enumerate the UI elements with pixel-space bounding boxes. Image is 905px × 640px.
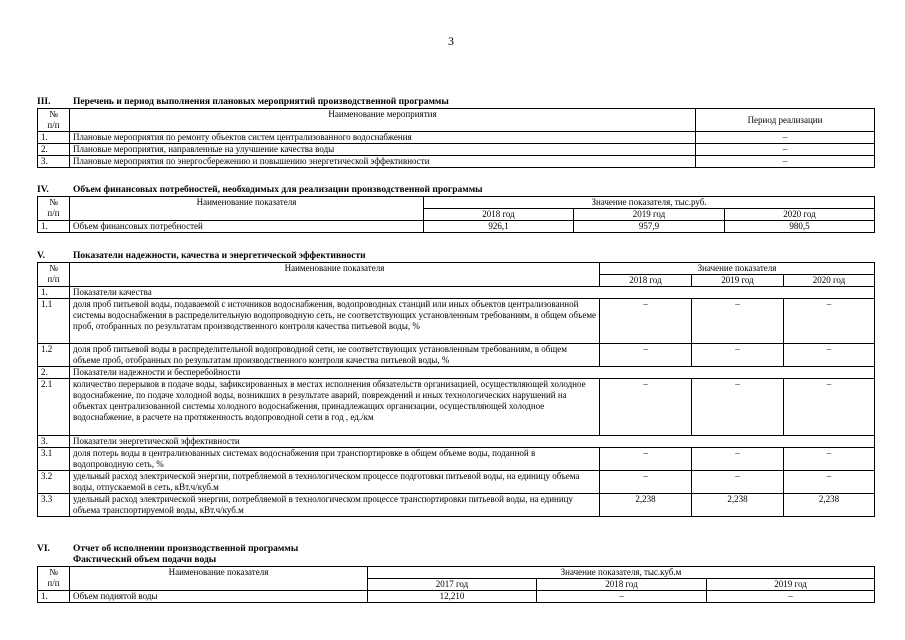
group-name: Показатели качества: [70, 287, 875, 299]
page-number: 3: [448, 34, 454, 48]
row-value: 2,238: [692, 494, 784, 517]
header-year: 2018 год: [424, 209, 574, 221]
section-number: V.: [37, 251, 46, 261]
section-heading: Отчет об исполнении производственной программы: [73, 544, 299, 554]
section-heading: Объем финансовых потребностей, необходимых для реализации производственной программы: [73, 185, 483, 195]
row-value: –: [784, 471, 875, 494]
row-value: –: [784, 299, 875, 344]
row-number: 3.: [38, 156, 70, 168]
row-name: удельный расход электрической энергии, потребляемой в технологическом процессе транспортировки питьевой воды, на единицу объема транспортируемой воды, кВт.ч/куб.м: [70, 494, 600, 517]
row-name: Плановые мероприятия по ремонту объектов систем централизованного водоснабжения: [70, 132, 696, 144]
section-v-title: [37, 250, 875, 262]
row-name: Плановые мероприятия, направленные на улучшение качества воды: [70, 144, 696, 156]
row-value: –: [692, 379, 784, 436]
header-year: 2017 год: [368, 579, 537, 591]
row-value: 980,5: [725, 221, 875, 233]
row-name: Объем финансовых потребностей: [70, 221, 424, 233]
row-value: 926,1: [424, 221, 574, 233]
table-row: [38, 144, 875, 156]
table-row: [38, 494, 875, 517]
table-row: [38, 471, 875, 494]
section-v: [37, 250, 875, 517]
table-header-row: [38, 263, 875, 275]
section-number: IV.: [37, 185, 49, 195]
table-row: [38, 299, 875, 344]
section-number: III.: [37, 97, 51, 107]
row-value: 2,238: [784, 494, 875, 517]
row-name: Объем поднятой воды: [70, 591, 368, 603]
row-number: 3.3: [38, 494, 70, 517]
row-number: 1.: [38, 287, 70, 299]
header-year: 2019 год: [574, 209, 725, 221]
row-period: –: [696, 144, 875, 156]
header-name: Наименование показателя: [70, 197, 424, 221]
row-number: 3.1: [38, 448, 70, 471]
row-value: –: [784, 344, 875, 367]
row-value: –: [600, 471, 692, 494]
row-period: –: [696, 132, 875, 144]
row-value: –: [600, 299, 692, 344]
row-number: 2.: [38, 144, 70, 156]
header-no: № п/п: [38, 567, 70, 591]
row-value: –: [784, 448, 875, 471]
activities-table: [37, 108, 875, 168]
table-row: [38, 132, 875, 144]
group-row: [38, 287, 875, 299]
header-year: 2020 год: [784, 275, 875, 287]
row-name: Плановые мероприятия по энергосбережению и повышению энергетической эффективности: [70, 156, 696, 168]
row-value: –: [537, 591, 707, 603]
table-row: [38, 156, 875, 168]
row-value: –: [692, 471, 784, 494]
group-row: [38, 436, 875, 448]
header-name: Наименование показателя: [70, 263, 600, 287]
row-value: –: [784, 379, 875, 436]
section-iii-title: [37, 96, 875, 108]
row-value: –: [692, 299, 784, 344]
group-name: Показатели надежности и бесперебойности: [70, 367, 875, 379]
group-name: Показатели энергетической эффективности: [70, 436, 875, 448]
section-iv: [37, 184, 875, 233]
header-year: 2019 год: [707, 579, 875, 591]
header-value: Значение показателя, тыс.руб.: [424, 197, 875, 209]
header-no: № п/п: [38, 197, 70, 221]
row-number: 1.: [38, 132, 70, 144]
section-vi-subtitle: Фактический объем подачи воды: [73, 555, 217, 565]
row-value: –: [692, 344, 784, 367]
section-vi-title: [37, 543, 875, 555]
row-value: –: [600, 379, 692, 436]
table-row: [38, 448, 875, 471]
header-no: № п/п: [38, 109, 70, 132]
row-value: –: [692, 448, 784, 471]
row-value: –: [600, 448, 692, 471]
financial-needs-table: [37, 196, 875, 233]
section-number: VI.: [37, 544, 50, 554]
row-number: 1.1: [38, 299, 70, 344]
row-number: 1.: [38, 221, 70, 233]
row-name: доля потерь воды в централизованных системах водоснабжения при транспортировке в общем объеме воды, поданной в водопроводную сеть, %: [70, 448, 600, 471]
row-number: 2.: [38, 367, 70, 379]
header-name: Наименование показателя: [70, 567, 368, 591]
table-header-row: [38, 109, 875, 132]
row-value: 12,210: [368, 591, 537, 603]
section-heading: Показатели надежности, качества и энергетической эффективности: [73, 251, 366, 261]
section-vi: [37, 543, 875, 603]
table-row: [38, 591, 875, 603]
table-row: [38, 379, 875, 436]
header-year: 2018 год: [537, 579, 707, 591]
row-name: количество перерывов в подаче воды, зафиксированных в местах исполнения обязательств организацией, осуществляющей холодное водоснабжение, по подаче холодной воды, возникших в результате аварий, повреждений и иных технологических нарушений на объектах централизованной системы холодного водоснабжения, принадлежащих организации, осуществляющей холодное водоснабжение, в расчете на протяженность водопроводной сети в год , ед./км: [70, 379, 600, 436]
row-value: 2,238: [600, 494, 692, 517]
header-year: 2020 год: [725, 209, 875, 221]
row-name: доля проб питьевой воды, подаваемой с источников водоснабжения, водопроводных станций или иных объектов централизованной системы водоснабжения в распределительную водопроводную сеть, не соответствующих установленным требованиям, в общем объеме проб, отобранных по результатам производственного контроля качества питьевой воды, %: [70, 299, 600, 344]
table-row: [38, 221, 875, 233]
row-number: 1.: [38, 591, 70, 603]
table-row: [38, 344, 875, 367]
row-value: –: [600, 344, 692, 367]
header-no: № п/п: [38, 263, 70, 287]
row-number: 1.2: [38, 344, 70, 367]
header-value: Значение показателя, тыс.куб.м: [368, 567, 875, 579]
row-number: 3.: [38, 436, 70, 448]
section-iii: [37, 96, 875, 168]
row-value: 957,9: [574, 221, 725, 233]
section-iv-title: [37, 184, 875, 196]
table-header-row: [38, 567, 875, 579]
header-name: Наименование мероприятия: [70, 109, 696, 132]
table-header-row: [38, 197, 875, 209]
row-number: 3.2: [38, 471, 70, 494]
header-year: 2019 год: [692, 275, 784, 287]
row-name: удельный расход электрической энергии, потребляемой в технологическом процессе подготовки питьевой воды, на единицу объема воды, отпускаемой в сеть, кВт.ч/куб.м: [70, 471, 600, 494]
group-row: [38, 367, 875, 379]
water-supply-table: [37, 566, 875, 603]
section-heading: Перечень и период выполнения плановых мероприятий производственной программы: [73, 97, 449, 107]
row-period: –: [696, 156, 875, 168]
row-name: доля проб питьевой воды в распределительной водопроводной сети, не соответствующих установленным требованиям, в общем объеме проб, отобранных по результатам производственного контроля качества питьевой воды, %: [70, 344, 600, 367]
header-year: 2018 год: [600, 275, 692, 287]
row-value: –: [707, 591, 875, 603]
header-value: Значение показателя: [600, 263, 875, 275]
header-period: Период реализации: [696, 109, 875, 132]
indicators-table: [37, 262, 875, 517]
row-number: 2.1: [38, 379, 70, 436]
